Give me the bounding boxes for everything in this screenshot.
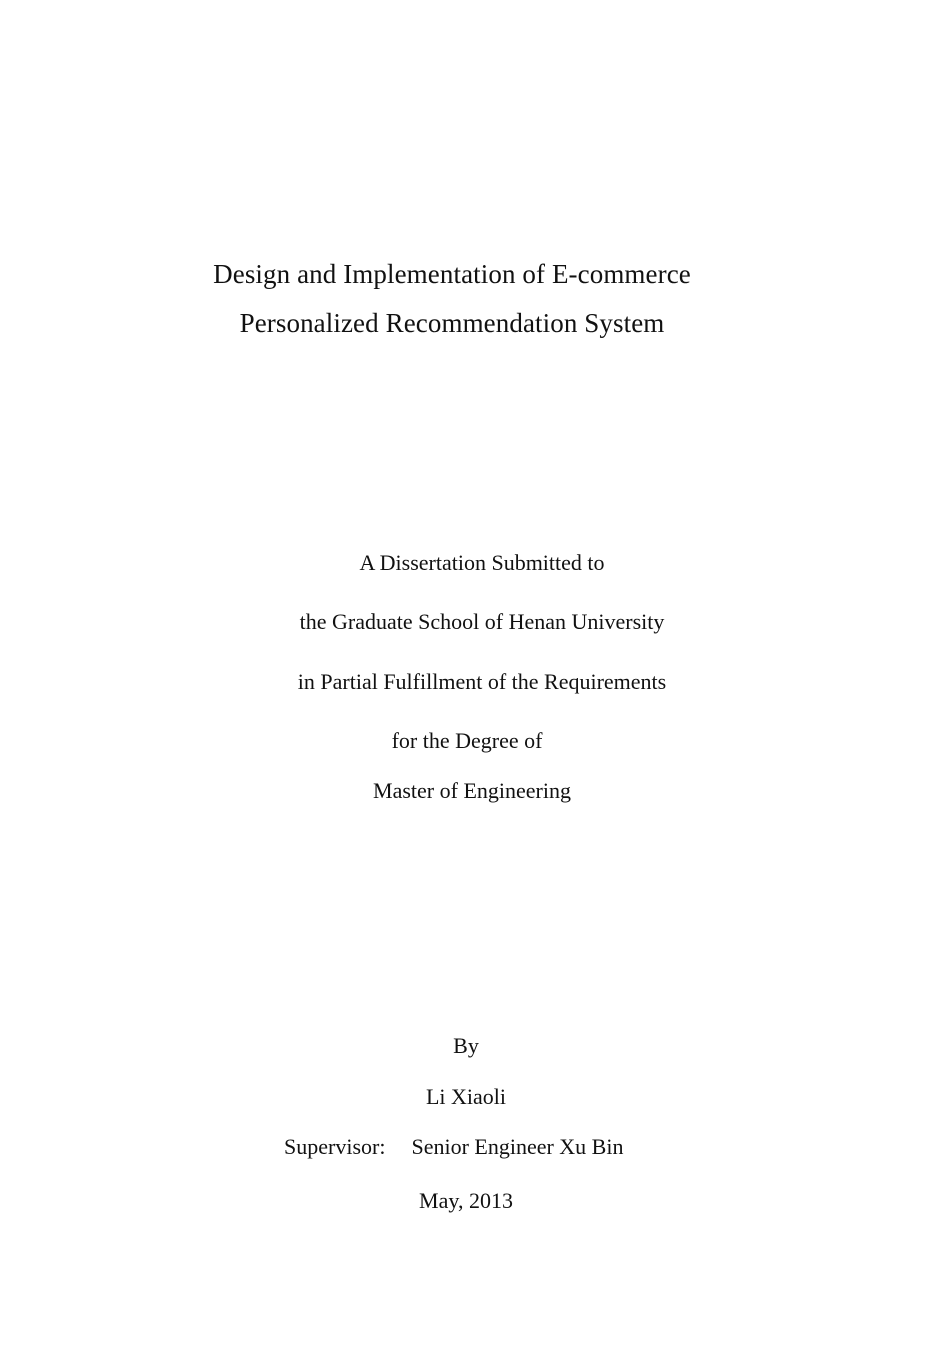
- thesis-title-line-1: Design and Implementation of E-commerce: [213, 259, 691, 289]
- submission-statement-line-3: in Partial Fulfillment of the Requirements: [297, 669, 667, 694]
- submission-statement-line-2: the Graduate School of Henan University: [299, 609, 665, 634]
- submission-date: May, 2013: [419, 1188, 513, 1213]
- author-name: Li Xiaoli: [425, 1084, 507, 1109]
- by-label: By: [453, 1033, 479, 1058]
- supervisor-row: [284, 1136, 623, 1158]
- degree-label: for the Degree of: [391, 728, 543, 753]
- thesis-title-line-2: Personalized Recommendation System: [239, 308, 665, 338]
- submission-statement-line-1: A Dissertation Submitted to: [359, 550, 605, 575]
- supervisor-name: Senior Engineer Xu Bin: [411, 1134, 624, 1159]
- supervisor-label: Supervisor:: [284, 1134, 386, 1159]
- degree-name: Master of Engineering: [373, 778, 571, 803]
